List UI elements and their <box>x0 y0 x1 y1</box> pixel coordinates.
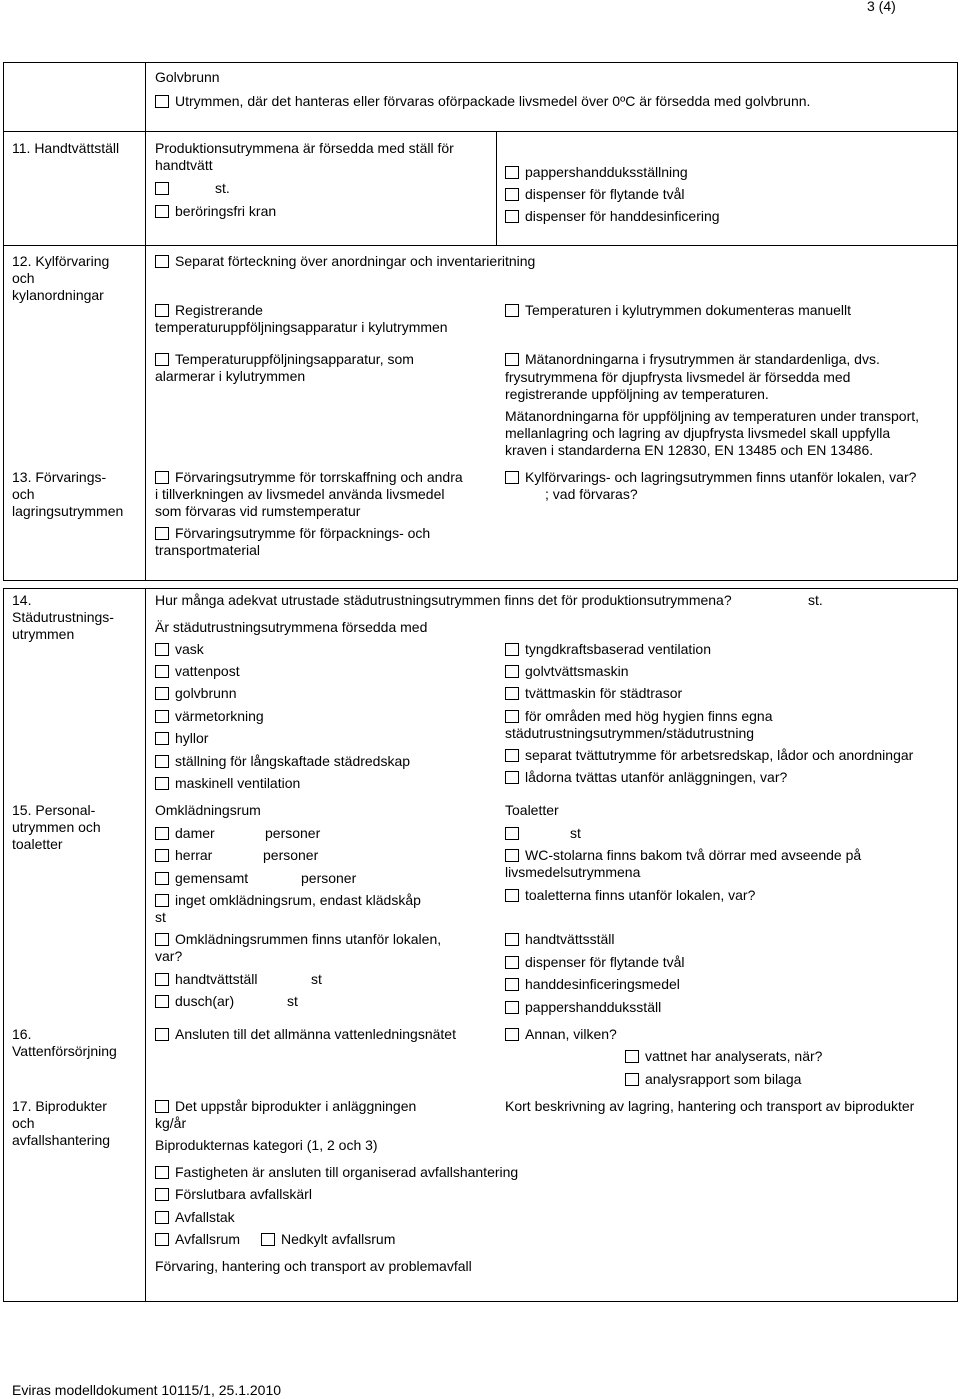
gemensamt-personer: personer <box>301 870 357 886</box>
analys-item[interactable]: vattnet har analyserats, när? <box>625 1048 822 1065</box>
section-16-label-2: Vattenförsörjning <box>12 1043 117 1059</box>
checkbox[interactable] <box>505 749 519 762</box>
utanfor-item[interactable]: Omklädningsrummen finns utanför lokalen, <box>155 931 441 948</box>
damer-personer: personer <box>265 825 321 841</box>
section-12-label-1: 12. Kylförvaring <box>12 253 110 269</box>
section-11-label: 11. Handtvättställ <box>12 140 120 156</box>
herrar-personer: personer <box>263 847 319 863</box>
rapport-item[interactable]: analysrapport som bilaga <box>625 1071 801 1088</box>
kg-ar: kg/år <box>155 1115 187 1131</box>
section-15-label-2: utrymmen och <box>12 819 101 835</box>
nedkylt-item[interactable]: Nedkylt avfallsrum <box>261 1231 395 1248</box>
section-13-label-2: och <box>12 486 35 502</box>
checkbox[interactable] <box>155 687 169 700</box>
checkbox[interactable] <box>505 956 519 969</box>
stad-count-unit: st. <box>808 592 823 608</box>
fastighet-item[interactable]: Fastigheten är ansluten till organiserad avfallshantering <box>155 1164 518 1181</box>
section-14-label-3: utrymmen <box>12 626 75 642</box>
torrskaffning-3: som förvaras vid rumstemperatur <box>155 503 361 519</box>
problemavfall: Förvaring, hantering och transport av problemavfall <box>155 1258 472 1274</box>
page-number: 3 (4) <box>867 0 896 14</box>
stad-left-5[interactable]: hyllor <box>155 730 208 747</box>
transport-3: kraven i standarderna EN 12830, EN 13485 och EN 13486. <box>505 442 874 458</box>
table-frame-top <box>3 62 958 581</box>
stad-left-6[interactable]: ställning för långskaftade städredskap <box>155 753 410 770</box>
dusch-st: st <box>287 993 298 1009</box>
section-15-label-3: toaletter <box>12 836 63 852</box>
matanordning-item[interactable]: Mätanordningarna i frysutrymmen är standardenliga, dvs. <box>505 351 880 368</box>
dusch-item[interactable]: dusch(ar) <box>155 993 234 1010</box>
handtv-st: st <box>311 971 322 987</box>
utanfor-2: var? <box>155 948 183 964</box>
checkbox[interactable] <box>505 1028 519 1041</box>
checkbox[interactable] <box>505 889 519 902</box>
column-divider-11 <box>496 131 497 245</box>
toa-right-3[interactable]: handdesinficeringsmedel <box>505 976 680 993</box>
s11-right-1[interactable]: pappershandduksställning <box>505 164 688 181</box>
matanordning-3: registrerande uppföljning av temperaturen. <box>505 386 769 402</box>
checkbox[interactable] <box>505 304 519 317</box>
golvbrunn-item[interactable]: Utrymmen, där det hanteras eller förvaras oförpackade livsmedel över 0ºC är försedda med golvbrunn. <box>155 93 810 110</box>
checkbox[interactable] <box>505 643 519 656</box>
checkbox[interactable] <box>625 1073 639 1086</box>
matanordning-2: frysutrymmena för djupfrysta livsmedel är försedda med <box>505 369 851 385</box>
checkbox[interactable] <box>505 978 519 991</box>
stad-right-6[interactable]: lådorna tvättas utanför anläggningen, var? <box>505 769 787 786</box>
column-divider-bottom <box>145 588 146 1302</box>
forpackning-2: transportmaterial <box>155 542 261 558</box>
stad-left-7[interactable]: maskinell ventilation <box>155 775 300 792</box>
checkbox[interactable] <box>155 973 169 986</box>
golvbrunn-heading: Golvbrunn <box>155 69 220 85</box>
checkbox[interactable] <box>505 353 519 366</box>
checkbox[interactable] <box>155 995 169 1008</box>
inget-st: st <box>155 909 166 925</box>
forpackning-item[interactable]: Förvaringsutrymme för förpacknings- och <box>155 525 430 542</box>
wc-item[interactable]: WC-stolarna finns bakom två dörrar med avseende på <box>505 847 861 864</box>
toaletter-heading: Toaletter <box>505 802 559 818</box>
checkbox[interactable] <box>155 205 169 218</box>
stad-right-5[interactable]: separat tvättutrymme för arbetsredskap, lådor och anordningar <box>505 747 913 764</box>
registrerande-item-2: temperaturuppföljningsapparatur i kylutrymmen <box>155 319 448 335</box>
inget-item[interactable]: inget omklädningsrum, endast klädskåp <box>155 892 421 909</box>
transport-1: Mätanordningarna för uppföljning av temperaturen under transport, <box>505 408 920 424</box>
stad-intro: Är städutrustningsutrymmena försedda med <box>155 619 428 635</box>
footer: Eviras modelldokument 10115/1, 25.1.2010 <box>12 1382 282 1398</box>
checkbox[interactable] <box>155 182 169 195</box>
separat-item[interactable]: Separat förteckning över anordningar och inventarieritning <box>155 253 535 270</box>
s11-right-3[interactable]: dispenser för handdesinficering <box>505 208 720 225</box>
checkbox[interactable] <box>155 777 169 790</box>
checkbox[interactable] <box>155 471 169 484</box>
section-14-label-1: 14. <box>12 592 32 608</box>
checkbox[interactable] <box>155 353 169 366</box>
stad-left-3[interactable]: golvbrunn <box>155 685 237 702</box>
annan-item[interactable]: Annan, vilken? <box>505 1026 617 1043</box>
section-11-intro-1: Produktionsutrymmena är försedda med ställ för <box>155 140 454 156</box>
kylforvaring-item[interactable]: Kylförvarings- och lagringsutrymmen finns utanför lokalen, var? <box>505 469 916 486</box>
stad-left-1[interactable]: vask <box>155 641 204 658</box>
avfallstak-item[interactable]: Avfallstak <box>155 1209 235 1226</box>
checkbox[interactable] <box>261 1233 275 1246</box>
section-13-label-1: 13. Förvarings- <box>12 469 107 485</box>
row-divider-11 <box>3 131 958 132</box>
checkbox[interactable] <box>505 665 519 678</box>
table-frame-bottom <box>3 588 958 1302</box>
checkbox[interactable] <box>155 1211 169 1224</box>
toa-utanfor-item[interactable]: toaletterna finns utanför lokalen, var? <box>505 887 755 904</box>
kategori: Biprodukternas kategori (1, 2 och 3) <box>155 1137 378 1153</box>
toa-right-2[interactable]: dispenser för flytande tvål <box>505 954 685 971</box>
checkbox[interactable] <box>505 471 519 484</box>
damer-item[interactable]: damer <box>155 825 215 842</box>
checkbox[interactable] <box>505 771 519 784</box>
handtvatt-count[interactable]: st. <box>155 180 230 197</box>
checkbox[interactable] <box>155 1100 169 1113</box>
stad-left-2[interactable]: vattenpost <box>155 663 240 680</box>
herrar-item[interactable]: herrar <box>155 847 212 864</box>
section-15-label-1: 15. Personal- <box>12 802 96 818</box>
torrskaffning-item[interactable]: Förvaringsutrymme för torrskaffning och andra <box>155 469 463 486</box>
section-17-label-1: 17. Biprodukter <box>12 1098 107 1114</box>
section-17-label-3: avfallshantering <box>12 1132 111 1148</box>
toa-right-4[interactable]: pappershandduksställ <box>505 999 661 1016</box>
checkbox[interactable] <box>505 210 519 223</box>
column-divider-top <box>145 62 146 581</box>
omkl-heading: Omklädningsrum <box>155 802 261 818</box>
checkbox[interactable] <box>505 687 519 700</box>
toa-right-1[interactable]: handtvättsställ <box>505 931 615 948</box>
checkbox[interactable] <box>155 755 169 768</box>
checkbox[interactable] <box>505 933 519 946</box>
section-13-label-3: lagringsutrymmen <box>12 503 124 519</box>
uppstar-item[interactable]: Det uppstår biprodukter i anläggningen <box>155 1098 416 1115</box>
forslutbara-item[interactable]: Förslutbara avfallskärl <box>155 1186 312 1203</box>
checkbox[interactable] <box>155 255 169 268</box>
checkbox[interactable] <box>155 1188 169 1201</box>
stad-right-1[interactable]: tyngdkraftsbaserad ventilation <box>505 641 711 658</box>
checkbox[interactable] <box>155 665 169 678</box>
gemensamt-item[interactable]: gemensamt <box>155 870 248 887</box>
stad-right-4[interactable]: för områden med hög hygien finns egna <box>505 708 773 725</box>
checkbox[interactable] <box>155 732 169 745</box>
stad-left-4[interactable]: värmetorkning <box>155 708 264 725</box>
checkbox[interactable] <box>505 1001 519 1014</box>
torrskaffning-2: i tillverkningen av livsmedel använda livsmedel <box>155 486 445 502</box>
checkbox[interactable] <box>155 849 169 862</box>
checkbox[interactable] <box>155 827 169 840</box>
checkbox[interactable] <box>155 872 169 885</box>
handtv-item[interactable]: handtvättställ <box>155 971 258 988</box>
s11-right-2[interactable]: dispenser för flytande tvål <box>505 186 685 203</box>
checkbox[interactable] <box>505 849 519 862</box>
transport-2: mellanlagring och lagring av djupfrysta livsmedel skall uppfylla <box>505 425 891 441</box>
alarm-item-2: alarmerar i kylutrymmen <box>155 368 306 384</box>
wc-2: livsmedelsutrymmena <box>505 864 641 880</box>
avfallsrum-item[interactable]: Avfallsrum <box>155 1231 240 1248</box>
stad-right-2[interactable]: golvtvättsmaskin <box>505 663 628 680</box>
checkbox[interactable] <box>155 527 169 540</box>
registrerande-item[interactable]: Registrerande <box>155 302 263 319</box>
checkbox[interactable] <box>155 933 169 946</box>
stad-right-3[interactable]: tvättmaskin för städtrasor <box>505 685 682 702</box>
section-12-label-2: och <box>12 270 35 286</box>
checkbox[interactable] <box>155 1233 169 1246</box>
checkbox[interactable] <box>155 710 169 723</box>
checkbox[interactable] <box>155 1028 169 1041</box>
alarm-item[interactable]: Temperaturuppföljningsapparatur, som <box>155 351 414 368</box>
kort-beskrivning: Kort beskrivning av lagring, hantering och transport av biprodukter <box>505 1098 915 1114</box>
toaletter-count[interactable]: st <box>505 825 581 842</box>
checkbox[interactable] <box>505 827 519 840</box>
section-17-label-2: och <box>12 1115 35 1131</box>
stad-question: Hur många adekvat utrustade städutrustningsutrymmen finns det för produktionsutrymmena? <box>155 592 732 608</box>
checkbox[interactable] <box>155 95 169 108</box>
row-divider-12 <box>3 245 958 246</box>
section-14-label-2: Städutrustnings- <box>12 609 114 625</box>
ansluten-item[interactable]: Ansluten till det allmänna vattenledningsnätet <box>155 1026 456 1043</box>
checkbox[interactable] <box>155 304 169 317</box>
kylforvaring-2: ; vad förvaras? <box>545 486 638 502</box>
checkbox[interactable] <box>155 894 169 907</box>
checkbox[interactable] <box>505 188 519 201</box>
checkbox[interactable] <box>505 710 519 723</box>
kran-item[interactable]: beröringsfri kran <box>155 203 276 220</box>
temp-manual-item[interactable]: Temperaturen i kylutrymmen dokumenteras manuellt <box>505 302 851 319</box>
section-16-label-1: 16. <box>12 1026 32 1042</box>
checkbox[interactable] <box>625 1050 639 1063</box>
checkbox[interactable] <box>155 643 169 656</box>
checkbox[interactable] <box>155 1166 169 1179</box>
checkbox[interactable] <box>505 166 519 179</box>
section-11-intro-2: handtvätt <box>155 157 213 173</box>
stad-right-4b: städutrustningsutrymmen/städutrustning <box>505 725 755 741</box>
section-12-label-3: kylanordningar <box>12 287 104 303</box>
